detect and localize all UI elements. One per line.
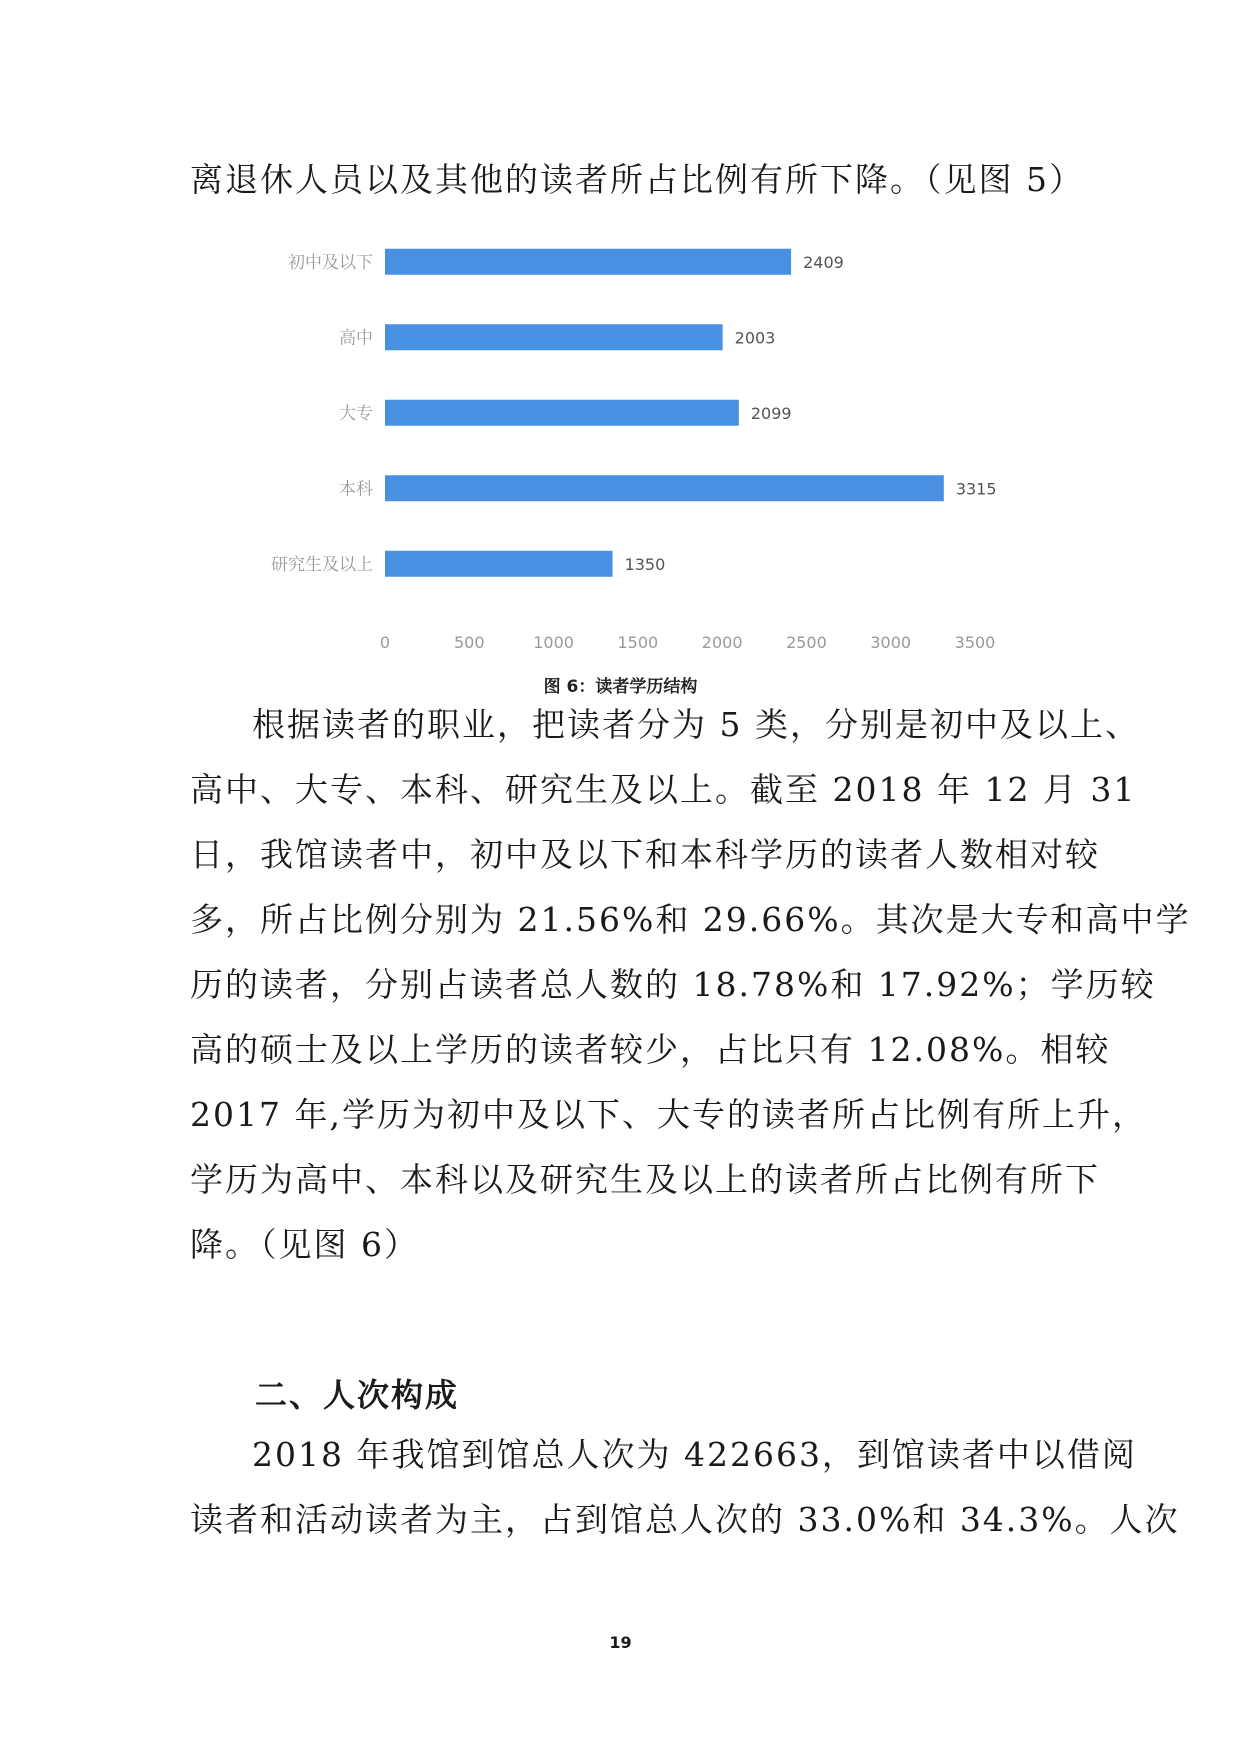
data-label: 1350 (624, 554, 666, 574)
paragraph-line-6: 高的硕士及以上学历的读者较少，占比只有 12.08%。相较 (190, 1030, 1111, 1069)
x-tick-label: 2500 (786, 633, 827, 652)
category-label: 初中及以下 (288, 252, 373, 273)
category-label: 研究生及以上 (271, 554, 373, 575)
bar (385, 324, 723, 350)
x-tick-label: 3500 (954, 633, 996, 652)
chart-svg (245, 218, 1005, 668)
paragraph-line-5: 历的读者，分别占读者总人数的 18.78%和 17.92%；学历较 (190, 965, 1156, 1004)
bar (385, 249, 791, 275)
section-heading: 二、人次构成 (255, 1376, 460, 1414)
paragraph-line-9: 降。（见图 6） (190, 1225, 419, 1264)
chart-caption: 图 6：读者学历结构 (543, 677, 698, 697)
intro-line: 离退休人员以及其他的读者所占比例有所下降。（见图 5） (190, 160, 1084, 199)
section-line-1: 2018 年我馆到馆总人次为 422663，到馆读者中以借阅 (252, 1435, 1137, 1474)
x-tick-label: 1000 (533, 633, 574, 652)
section-line-2: 读者和活动读者为主，占到馆总人次的 33.0%和 34.3%。人次 (190, 1500, 1180, 1539)
paragraph-line-3: 日，我馆读者中，初中及以下和本科学历的读者人数相对较 (190, 835, 1100, 874)
data-label: 2099 (750, 403, 792, 423)
x-tick-label: 1500 (617, 633, 659, 652)
paragraph-line-8: 学历为高中、本科以及研究生及以上的读者所占比例有所下 (190, 1160, 1100, 1199)
category-label: 大专 (339, 403, 373, 424)
bar (385, 475, 944, 501)
paragraph-line-7: 2017 年,学历为初中及以下、大专的读者所占比例有所上升， (190, 1095, 1147, 1134)
education-bar-chart (245, 218, 1005, 668)
x-tick-label: 3000 (870, 633, 912, 652)
x-tick-label: 0 (379, 633, 391, 652)
bar (385, 551, 613, 577)
x-tick-label: 2000 (701, 633, 743, 652)
bar (385, 400, 739, 426)
category-label: 本科 (339, 479, 373, 500)
x-tick-label: 500 (454, 633, 485, 652)
data-label: 2003 (734, 328, 776, 348)
data-label: 3315 (955, 479, 997, 499)
paragraph-line-4: 多，所占比例分别为 21.56%和 29.66%。其次是大专和高中学 (190, 900, 1191, 939)
paragraph-line-2: 高中、大专、本科、研究生及以上。截至 2018 年 12 月 31 (190, 770, 1137, 809)
page-number: 19 (609, 1633, 632, 1652)
paragraph-line-1: 根据读者的职业，把读者分为 5 类，分别是初中及以上、 (252, 705, 1140, 744)
data-label: 2409 (803, 252, 844, 272)
category-label: 高中 (339, 328, 373, 349)
